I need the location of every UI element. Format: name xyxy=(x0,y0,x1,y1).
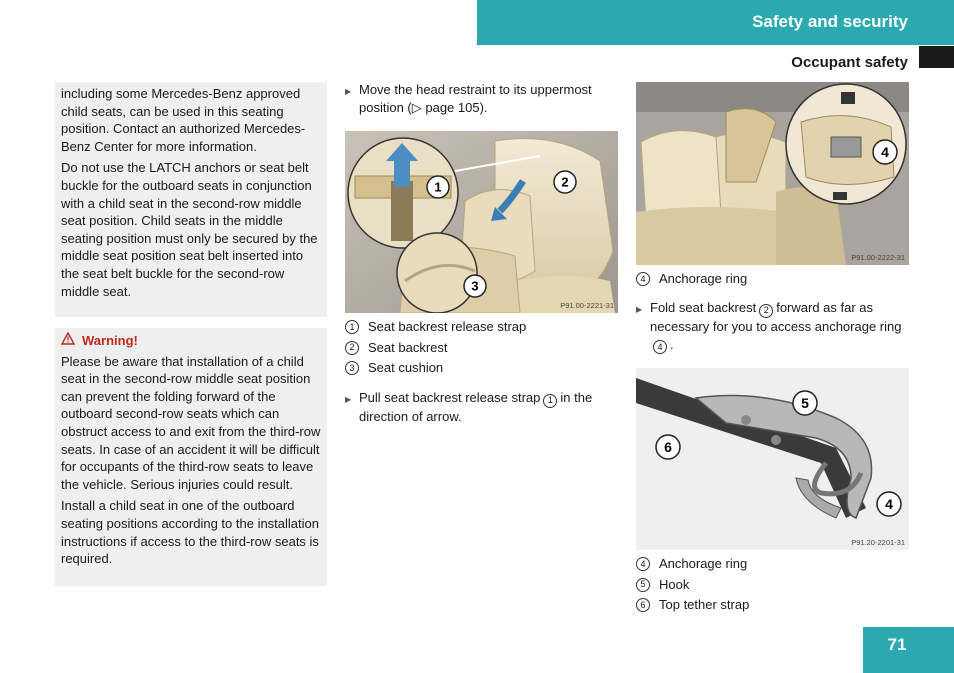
legend-label: Seat cushion xyxy=(368,360,444,375)
svg-text:6: 6 xyxy=(664,439,672,455)
legend-hook xyxy=(636,554,911,616)
legend-item xyxy=(636,575,911,596)
figure-anchorage xyxy=(636,82,909,265)
page-number: 71 xyxy=(887,635,907,654)
warning-triangle-icon xyxy=(61,332,75,350)
warning-paragraph: Please be aware that installation of a child seat in the second-row middle seat position can prevent the folding forward of the outboard second-row seats which can obstruct access to and exit from the third-row seats. In case of an accident it will be difficult for occupants of the third-row seats to leave the vehicle. Serious injuries could result. xyxy=(61,353,321,492)
callout-3-icon xyxy=(463,274,487,298)
header-band xyxy=(477,0,954,45)
svg-text:4: 4 xyxy=(885,496,893,512)
callout-number: 5 xyxy=(636,578,650,592)
warning-label: Warning! xyxy=(82,333,138,348)
legend-label: Anchorage ring xyxy=(659,556,748,571)
step-text-part: . xyxy=(670,336,674,352)
callout-number: 4 xyxy=(653,340,667,354)
svg-text:3: 3 xyxy=(471,278,479,294)
legend-label: Hook xyxy=(659,576,690,592)
info-paragraph: Do not use the LATCH anchors or seat belt buckle for the outboard seats in conjunction with a child seat in the second-row middle seat position. Child seats in the middle seating position must only be secured by the middle seat position seat belt inserted into the seat belt buckle for the second-row middle seat. xyxy=(61,160,318,299)
legend-item xyxy=(345,338,615,359)
svg-text:1: 1 xyxy=(434,179,442,195)
legend-item xyxy=(636,595,911,616)
step-move-head-restraint xyxy=(345,81,615,117)
figure-code: P91.00-2221-31 xyxy=(560,301,614,310)
legend-item xyxy=(345,358,615,379)
figure-seat-backrest xyxy=(345,131,618,313)
figure-hook xyxy=(636,368,909,550)
figure-code: P91.20-2201-31 xyxy=(851,538,905,547)
legend-item xyxy=(636,269,911,290)
page-number-box xyxy=(863,627,954,673)
step-text-part: forward as far as necessary for you to access anchorage ring xyxy=(650,300,902,334)
legend-label: Top tether strap xyxy=(659,597,750,612)
svg-text:4: 4 xyxy=(881,144,889,160)
legend-label: Anchorage ring xyxy=(659,271,748,286)
step-text-part: Fold seat backrest xyxy=(650,300,757,315)
callout-number: 2 xyxy=(759,304,773,318)
legend-item xyxy=(636,554,911,575)
callout-number: 1 xyxy=(345,320,359,334)
legend-item xyxy=(345,317,615,338)
callout-number: 4 xyxy=(636,557,650,571)
callout-number: 1 xyxy=(543,394,557,408)
info-box xyxy=(55,82,327,317)
callout-5-icon xyxy=(792,390,818,416)
legend-label: Seat backrest xyxy=(368,339,448,355)
svg-text:2: 2 xyxy=(561,174,569,190)
callout-number: 3 xyxy=(345,361,359,375)
warning-paragraph: Install a child seat in one of the outboard seating positions according to the installation instructions if access to the third-row seats is required. xyxy=(61,498,319,567)
callout-6-icon xyxy=(655,434,681,460)
step-text xyxy=(345,389,615,426)
callout-number: 2 xyxy=(345,341,359,355)
step-text-part: Pull seat backrest release strap xyxy=(359,390,541,405)
legend-anchorage xyxy=(636,269,911,290)
figure-code: P91.00-2222-31 xyxy=(851,253,905,262)
callout-number: 6 xyxy=(636,598,650,612)
legend-seat xyxy=(345,317,615,379)
section-title: Safety and security xyxy=(752,12,908,31)
thumb-tab xyxy=(919,46,954,68)
step-text-part: in the direction of arrow. xyxy=(359,390,593,424)
folded-seat-illustration xyxy=(636,82,909,265)
legend-label: Seat backrest release strap xyxy=(368,319,527,334)
warning-box xyxy=(55,328,327,586)
info-paragraph: including some Mercedes-Benz approved child seats, can be used in this seating position. Contact an authorized Mercedes-Benz Center for more information. xyxy=(61,86,306,154)
step-text xyxy=(636,299,911,354)
step-fold-backrest xyxy=(636,299,911,354)
callout-4-icon xyxy=(872,139,898,165)
callout-2-icon xyxy=(553,170,577,194)
callout-4-icon xyxy=(876,491,902,517)
warning-title xyxy=(61,332,321,350)
step-text: ▶ Move the head restraint to its uppermost position (▷ page 105). xyxy=(345,81,615,117)
svg-text:5: 5 xyxy=(801,395,809,411)
callout-1-icon xyxy=(426,175,450,199)
callout-number: 4 xyxy=(636,272,650,286)
step-pull-release-strap xyxy=(345,389,615,426)
subsection-title: Occupant safety xyxy=(791,54,908,71)
